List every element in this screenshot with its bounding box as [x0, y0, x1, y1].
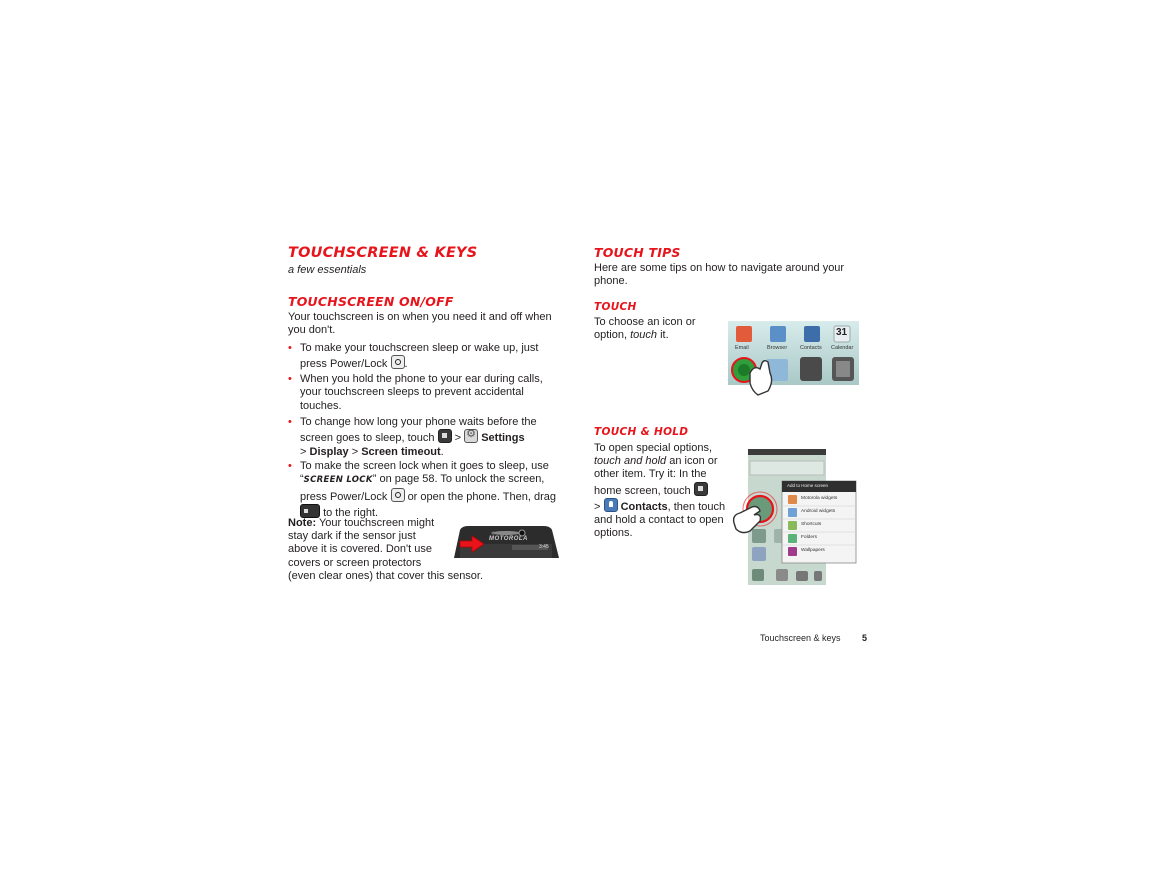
settings-icon	[464, 429, 478, 443]
section-title-touchscreen: TOUCHSCREEN ON/OFF	[288, 294, 454, 309]
note-text: (even clear ones) that cover this sensor.	[288, 569, 484, 582]
menu-item[interactable]: Motorola widgets	[801, 496, 838, 501]
bullet-text: To change how long your phone waits before the	[300, 416, 537, 428]
touch-tips-intro	[594, 262, 864, 288]
browser-app-icon	[770, 326, 786, 342]
touch-hold-illustration	[730, 449, 860, 587]
app-label-calendar: Calendar	[831, 345, 854, 351]
bullet-text: .	[440, 445, 444, 458]
menu-title: Add to Home screen	[787, 483, 829, 488]
bullet-text: To make your touchscreen sleep or wake up, just	[300, 342, 539, 354]
page-number: 5	[862, 633, 868, 643]
app-label-contacts: Contacts	[800, 345, 822, 351]
separator: >	[594, 500, 601, 513]
menu-item[interactable]: Folders	[801, 535, 817, 540]
touch-heading: TOUCH	[594, 301, 637, 313]
touch-hold-heading: TOUCH & HOLD	[594, 426, 689, 438]
phone-time: 3:45	[539, 544, 549, 550]
menu-key-icon	[438, 429, 452, 443]
bullet-text: ” on page 58. To unlock the screen,	[372, 473, 545, 486]
note-label: Note:	[288, 517, 317, 529]
calendar-day: 31	[836, 327, 848, 338]
hold-text: options.	[594, 527, 633, 540]
power-key-icon	[391, 488, 405, 502]
separator: >	[300, 445, 307, 458]
menu-item[interactable]: Android widgets	[801, 509, 836, 514]
app-label-browser: Browser	[767, 345, 788, 351]
separator: >	[351, 445, 359, 458]
menu-item[interactable]: Wallpapers	[801, 548, 825, 553]
phone-brand: MOTOROLA	[489, 536, 528, 542]
screen-lock-link[interactable]: SCREEN LOCK	[303, 475, 373, 486]
intro-paragraph: Your touchscreen is on when you need it and off when you don't.	[288, 311, 552, 337]
touch-text: it.	[660, 329, 669, 342]
section-title-touch-tips: TOUCH TIPS	[594, 245, 681, 260]
bullet-dot: •	[288, 460, 292, 472]
contacts-app-icon	[804, 326, 820, 342]
bullet-text: press Power/Lock	[300, 490, 388, 503]
footer-section: Touchscreen & keys	[760, 633, 841, 643]
intro-text: Here are some tips on how to navigate around your	[594, 262, 845, 274]
menu-item[interactable]: Shortcuts	[801, 522, 822, 527]
display-label: Display	[309, 445, 349, 458]
note-text: above it is covered. Don't use	[288, 543, 432, 556]
hold-text: and hold a contact to open	[594, 514, 724, 527]
unlock-slider-icon	[300, 504, 320, 518]
contacts-icon	[604, 498, 618, 512]
note-text: covers or screen protectors	[288, 556, 422, 569]
page-subtitle: a few essentials	[288, 264, 367, 276]
bullet-text: or open the phone. Then, drag	[407, 490, 556, 503]
bullet-text: to the right.	[323, 506, 379, 519]
hold-text: To open special options,	[594, 442, 713, 454]
camera-icon	[800, 357, 822, 381]
bullet-text: “	[300, 473, 304, 486]
contacts-label: Contacts	[620, 500, 668, 513]
page-title: TOUCHSCREEN & KEYS	[288, 245, 478, 261]
touch-emphasis: touch	[630, 329, 658, 342]
screen-timeout-label: Screen timeout	[361, 445, 441, 458]
bullet-dot: •	[288, 373, 292, 385]
app-label-email: Email	[735, 345, 749, 351]
hold-emphasis: touch and hold	[594, 455, 667, 468]
note-text: Your touchscreen might	[316, 517, 435, 529]
touch-paragraph	[594, 316, 724, 342]
bullet-text: screen goes to sleep, touch	[300, 432, 435, 445]
hold-text: other item. Try it: In the	[594, 468, 707, 481]
hold-text: , then touch	[667, 500, 726, 513]
hold-text: home screen, touch	[594, 484, 691, 497]
bullet-dot: •	[288, 416, 292, 428]
bullet-text: When you hold the phone to your ear during calls,	[300, 373, 543, 385]
bullet-text: press Power/Lock	[300, 358, 388, 371]
separator: >	[454, 432, 462, 445]
note-text: stay dark if the sensor just	[288, 530, 416, 543]
settings-label: Settings	[481, 432, 525, 445]
intro-text: phone.	[594, 275, 628, 288]
bullet-text: .	[404, 358, 408, 371]
email-app-icon	[736, 326, 752, 342]
power-key-icon	[391, 355, 405, 369]
menu-key-icon	[694, 482, 708, 496]
bullet-text: your touchscreen sleeps to prevent accidental	[300, 386, 524, 399]
phone-sensor-illustration	[450, 524, 562, 560]
touch-text: To choose an icon or	[594, 316, 696, 328]
bullet-text: touches.	[300, 399, 342, 412]
touch-hold-paragraph	[594, 442, 729, 540]
touch-text: option,	[594, 329, 628, 342]
bullet-text: To make the screen lock when it goes to sleep, use	[300, 460, 549, 472]
hold-text: an icon or	[666, 455, 718, 468]
bullet-dot: •	[288, 342, 292, 354]
